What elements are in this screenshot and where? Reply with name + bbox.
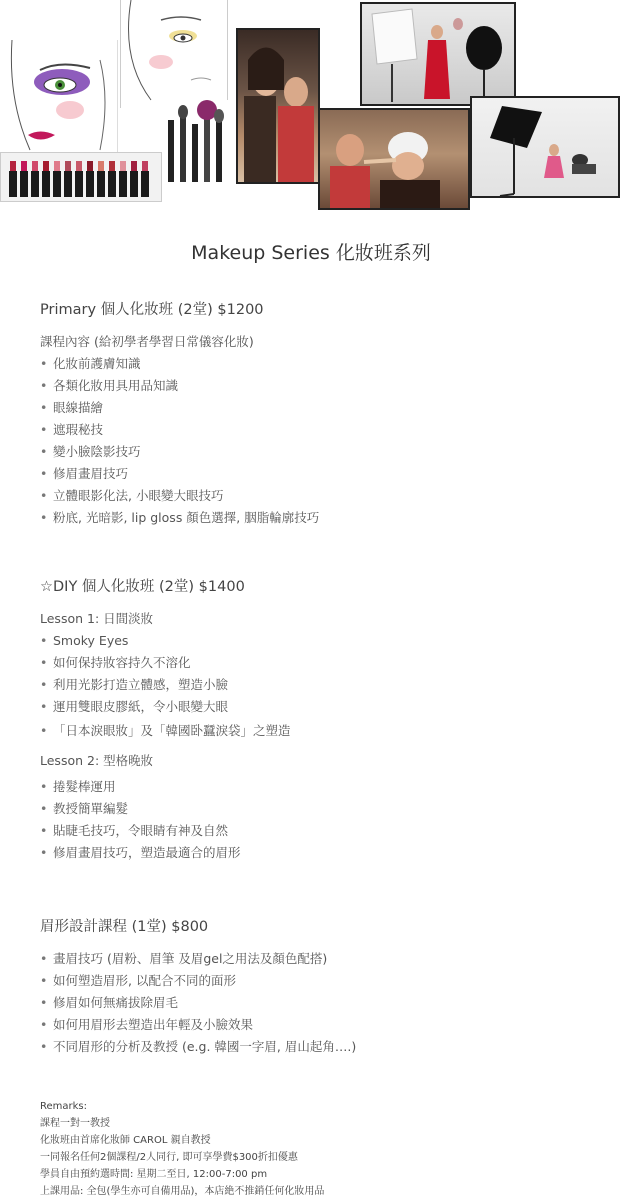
remark-line: 化妝班由首席化妝師 CAROL 親自教授 — [40, 1135, 211, 1146]
remark-line: 一同報名任何2個課程/2人同行, 即可享學費$300折扣優惠 — [40, 1152, 298, 1163]
makeup-application-photo — [318, 108, 470, 210]
remark-line: 上課用品: 全包(學生亦可自備用品)，本店絶不推銷任何化妝用品 — [40, 1186, 325, 1197]
list-item: • 如何塑造眉形, 以配合不同的面形 — [40, 973, 236, 988]
primary-course-list — [40, 353, 600, 529]
lesson2-title: Lesson 2: 型格晚妝 — [40, 753, 154, 768]
list-item: • 如何保持妝容持久不溶化 — [40, 655, 191, 670]
diy-course-title: ☆DIY 個人化妝班 (2堂) $1400 — [40, 579, 245, 595]
list-item: • 立體眼影化法, 小眼變大眼技巧 — [40, 488, 224, 503]
lesson1-list — [40, 630, 600, 744]
remarks-heading: Remarks: — [40, 1101, 88, 1112]
list-item: • 利用光影打造立體感，塑造小臉 — [40, 677, 229, 692]
list-item: • 各類化妝用具用品知識 — [40, 378, 179, 393]
lipsticks-image — [0, 152, 162, 202]
remark-line: 學員自由預約選時間: 星期二至日, 12:00-7:00 pm — [40, 1169, 268, 1180]
remark-line: 課程一對一教授 — [40, 1118, 110, 1129]
list-item: • 運用雙眼皮膠紙，令小眼變大眼 — [40, 699, 229, 714]
list-item: • 畫眉技巧 (眉粉、眉筆 及眉gel之用法及顏色配搭) — [40, 951, 328, 966]
makeup-artist-photo — [236, 28, 320, 184]
list-item: • 「日本淚眼妝」及「韓國卧蠶淚袋」之塑造 — [40, 723, 291, 738]
lesson2-list — [40, 776, 600, 864]
list-item: • 如何用眉形去塑造出年輕及小臉效果 — [40, 1017, 254, 1032]
list-item: • 化妝前護膚知識 — [40, 356, 141, 371]
makeup-brushes-image — [158, 100, 242, 184]
primary-course-subtitle: 課程內容 (給初學者學習日常儀容化妝) — [40, 334, 254, 349]
eyebrow-course-section — [40, 916, 600, 1058]
diy-course-section — [40, 576, 600, 864]
face-makeup-sketch — [120, 0, 228, 108]
list-item: • 貼睫毛技巧，令眼睛有神及自然 — [40, 823, 229, 838]
studio-photoshoot-photo — [360, 2, 516, 106]
list-item: • 眼線描繪 — [40, 400, 104, 415]
list-item: • 修眉畫眉技巧 — [40, 466, 129, 481]
studio-lighting-photo — [470, 96, 620, 198]
eyebrow-course-title: 眉形設計課程 (1堂) $800 — [40, 919, 209, 935]
list-item: • 教授簡單編髮 — [40, 801, 129, 816]
page-title: Makeup Series 化妝班系列 — [191, 242, 431, 264]
list-item: • 捲髮棒運用 — [40, 779, 116, 794]
list-item: • 修眉如何無痛拔除眉毛 — [40, 995, 179, 1010]
primary-course-title: Primary 個人化妝班 (2堂) $1200 — [40, 302, 264, 318]
lesson1-title: Lesson 1: 日間淡妝 — [40, 611, 154, 626]
list-item: • 修眉畫眉技巧，塑造最適合的眉形 — [40, 845, 241, 860]
list-item: • 遮瑕秘技 — [40, 422, 104, 437]
header-collage — [0, 0, 622, 215]
list-item: • 變小臉陰影技巧 — [40, 444, 141, 459]
primary-course-section — [40, 299, 600, 529]
eye-makeup-sketch — [0, 40, 118, 160]
remarks-block — [40, 1098, 600, 1200]
list-item: • 不同眉形的分析及教授 (e.g. 韓國一字眉, 眉山起角….) — [40, 1039, 357, 1054]
eyebrow-course-list — [40, 948, 600, 1058]
list-item: • 粉底, 光暗影, lip gloss 顏色選擇, 胭脂輪廓技巧 — [40, 510, 320, 525]
list-item: • Smoky Eyes — [40, 633, 129, 648]
